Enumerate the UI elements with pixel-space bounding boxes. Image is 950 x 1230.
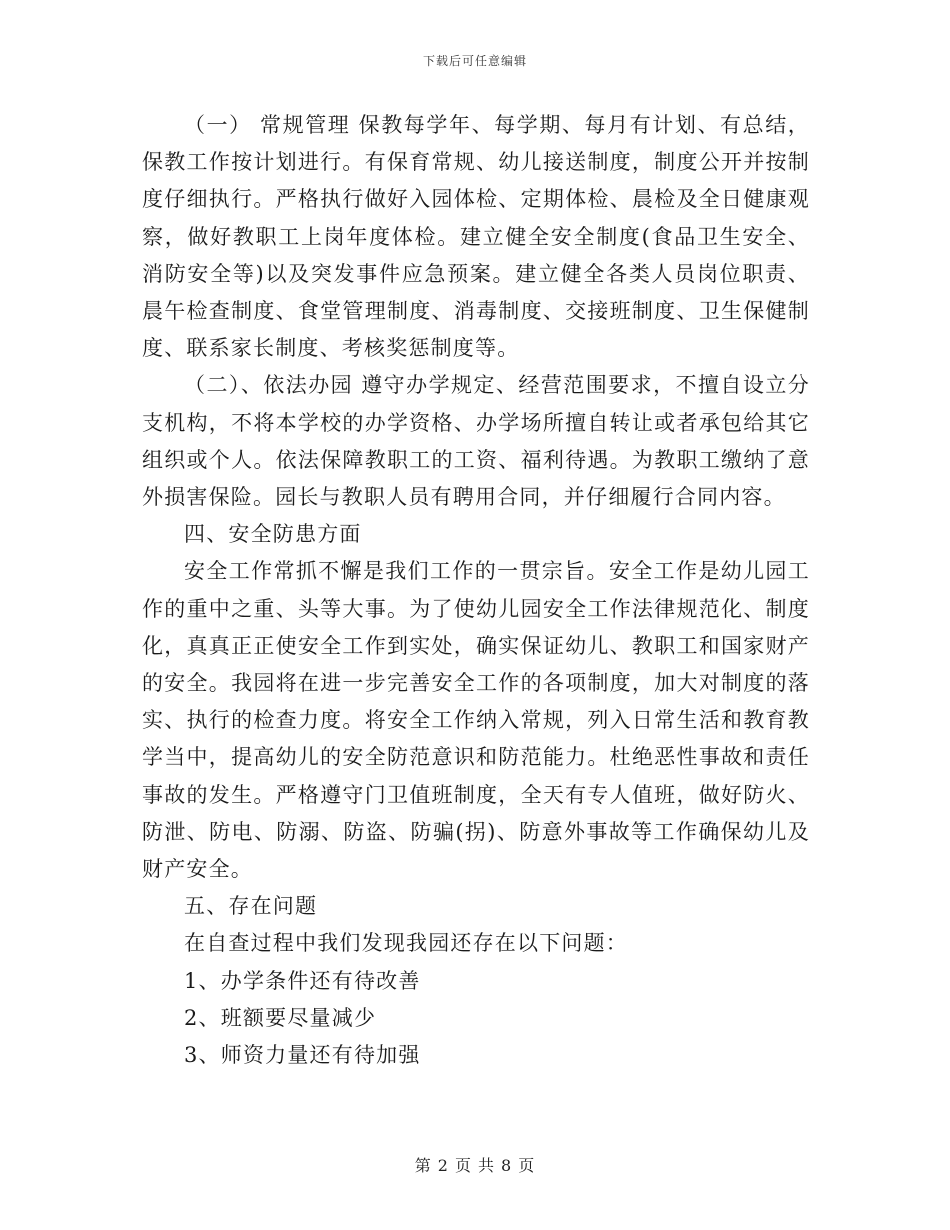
page-number-total: 8	[501, 1156, 513, 1175]
page-number-middle: 页 共	[454, 1156, 496, 1175]
section-heading-issues: 五、存在问题	[184, 894, 318, 919]
paragraph-lawful-operation: （二）、依法办园 遵守办学规定、经营范围要求，不擅自设立分支机构，不将本学校的办学资格、办学场所擅自转让或者承包给其它组织或个人。依法保障教职工的工资、福利待遇。为教职工缴纳了意外损害保险。园长与教职人员有聘用合同，并仔细履行合同内容。	[142, 373, 810, 510]
paragraph-routine-management: （一） 常规管理 保教每学年、每学期、每月有计划、有总结，保教工作按计划进行。有保育常规、幼儿接送制度，制度公开并按制度仔细执行。严格执行做好入园体检、定期体检、晨检及全日健康观察，做好教职工上岗年度体检。建立健全安全制度(食品卫生安全、消防安全等)以及突发事件应急预案。建立健全各类人员岗位职责、晨午检查制度、食堂管理制度、消毒制度、交接班制度、卫生保健制度、联系家长制度、考核奖惩制度等。	[142, 113, 810, 361]
list-item-issue-1: 1、办学条件还有待改善	[184, 968, 421, 993]
paragraph-issues-intro: 在自查过程中我们发现我园还存在以下问题：	[184, 931, 628, 956]
page-number-suffix: 页	[518, 1156, 536, 1175]
document-body	[142, 107, 810, 1074]
section-heading-safety: 四、安全防患方面	[184, 522, 362, 547]
header-note: 下载后可任意编辑	[422, 54, 527, 68]
list-item-issue-2: 2、班额要尽量减少	[184, 1005, 377, 1030]
paragraph-safety: 安全工作常抓不懈是我们工作的一贯宗旨。安全工作是幼儿园工作的重中之重、头等大事。为了使幼儿园安全工作法律规范化、制度化，真真正正使安全工作到实处，确实保证幼儿、教职工和国家财产的安全。我园将在进一步完善安全工作的各项制度，加大对制度的落实、执行的检查力度。将安全工作纳入常规，列入日常生活和教育教学当中，提高幼儿的安全防范意识和防范能力。杜绝恶性事故和责任事故的发生。严格遵守门卫值班制度，全天有专人值班，做好防火、防泄、防电、防溺、防盗、防骗(拐)、防意外事故等工作确保幼儿及财产安全。	[142, 559, 810, 882]
page-number-prefix: 第	[414, 1156, 432, 1175]
page-number	[0, 1153, 950, 1176]
page-number-current: 2	[437, 1156, 449, 1175]
list-item-issue-3: 3、师资力量还有待加强	[184, 1043, 421, 1068]
